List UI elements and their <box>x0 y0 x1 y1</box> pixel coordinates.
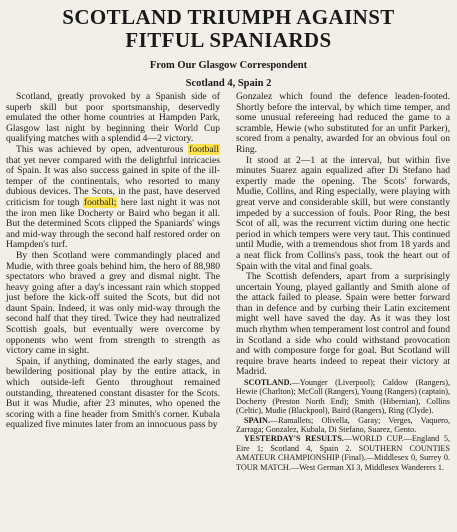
team-label: SPAIN. <box>244 415 271 425</box>
teams-and-results <box>236 378 450 472</box>
team-list-spain <box>236 416 450 435</box>
headline-line-2: FITFUL SPANIARDS <box>125 28 332 52</box>
paragraph: By then Scotland were commandingly placed and Mudie, with three goals behind him, the hero of 88,980 spectators who braved a grey and dismal night. The heavy going after a day's incessant rain which stopped just before the kick-off suited the Scots, but did not daunt Spain. Indeed, it was only mid-way through the second half that they tired. Twice they had neutralized Scottish goals, but eventually were overcome by opponents who went from strength to strength as victory came in sight. <box>6 249 220 357</box>
paragraph: It stood at 2—1 at the interval, but within five minutes Suarez again equalized after Di Stefano had expertly made the opening. The Scots' forwards, Mudie, Collins, and Ring especially, were playing with great verve and considerable skill, but were constantly impeded by a succession of fouls. Poor Ring, the best Scot of all, was the recurrent victim during one hectic period in which tempers were very taut. This continued until Mudie, with a tremendous shot from 18 yards and a neat flick from Collins's pass, took the heart out of Spain with the vital and final goals. <box>236 154 450 272</box>
paragraph <box>6 145 220 251</box>
highlighted-word: football <box>189 143 219 155</box>
text-run: This was achieved by open, adventurous <box>16 143 189 155</box>
byline: From Our Glasgow Correspondent <box>149 60 308 71</box>
team-players: —Ramallets; Olivella, Garay; Verges, Vaquero, Zarraga; Gonzalez, Kubala, Di Stefano, Suarez, Gento. <box>236 415 450 435</box>
article-right-column <box>236 92 450 472</box>
paragraph: Scotland, greatly provoked by a Spanish side of superb skill but poor sportsmanship, deservedly emulated the other home countries at Hampden Park, Glasgow last night by beginning their World Cup qualifying matches with a splendid 4—2 victory. <box>6 91 220 145</box>
results-text: —WORLD CUP.—England 5, Eire 1; Scotland 4, Spain 2. SOUTHERN COUNTIES AMATEUR CHAMPIONSHIP (Final).—Middlesex 0, Surrey 0. TOUR MATCH.—West German XI 3, Middlesex Wanderers 1. <box>236 434 450 472</box>
paragraph: Spain, if anything, dominated the early stages, and bewildering positional play by the entire attack, in which outside-left Gento throughout remained outstanding, threatened constant disaster for the Scots. But it was Mudie, after 23 minutes, who opened the scoring with a fine header from Smith's corner. Kubala equalized five minutes later from an innocuous pass by <box>6 355 220 431</box>
yesterdays-results <box>236 434 450 472</box>
team-label: SCOTLAND. <box>244 378 292 388</box>
headline-line-1: SCOTLAND TRIUMPH AGAINST <box>62 5 395 29</box>
text-run: that yet never compared with the delightful intricacies of Spain. It was also success gained in spite of the ill-temper of the continentals, who resorted to many dubious devices. The Scots, in the past, have deserved criticism for tough <box>6 154 220 208</box>
headline <box>0 6 457 52</box>
article-left-column <box>6 92 220 431</box>
highlighted-word: football; <box>83 196 117 208</box>
score-line: Scotland 4, Spain 2 <box>185 78 272 89</box>
paragraph: The Scottish defenders, apart from a surprisingly uncertain Young, played gallantly and Smith alone of the attack failed to please. Spain were better forward than in defence and by curbing their Latin excitement might well have saved the day. As it was they lost much rhythm when temperament lost control and found in Scotland a side who could withstand provocation and with composure forge for goal. But Scotland will require brave hearts indeed to repeat their victory at Madrid. <box>236 271 450 378</box>
results-label: YESTERDAY'S RESULTS. <box>244 434 344 444</box>
text-run: here last night it was not the iron men like Docherty or Baird who began it all. But the determined Scots clipped the Spaniards' wings and mid-way through the second half restored order on Hampden's turf. <box>6 196 221 251</box>
team-players: —Younger (Liverpool); Caldow (Rangers), Hewie (Charlton); McColl (Rangers), Young (Rangers) (captain), Docherty (Preston North End); Smith (Hibernian), Collins (Celtic), Mudie (Blackpool), Baird (Rangers), Ring (Clyde). <box>236 378 450 416</box>
team-list-scotland <box>236 378 450 416</box>
paragraph: Gonzalez which found the defence leaden-footed. Shortly before the interval, by which time temper, and some unusual refereeing had reduced the game to a scramble, Hewie (who substituted for an unfit Parker), scored from a penalty, awarded for an obvious foul on Ring. <box>236 91 450 155</box>
